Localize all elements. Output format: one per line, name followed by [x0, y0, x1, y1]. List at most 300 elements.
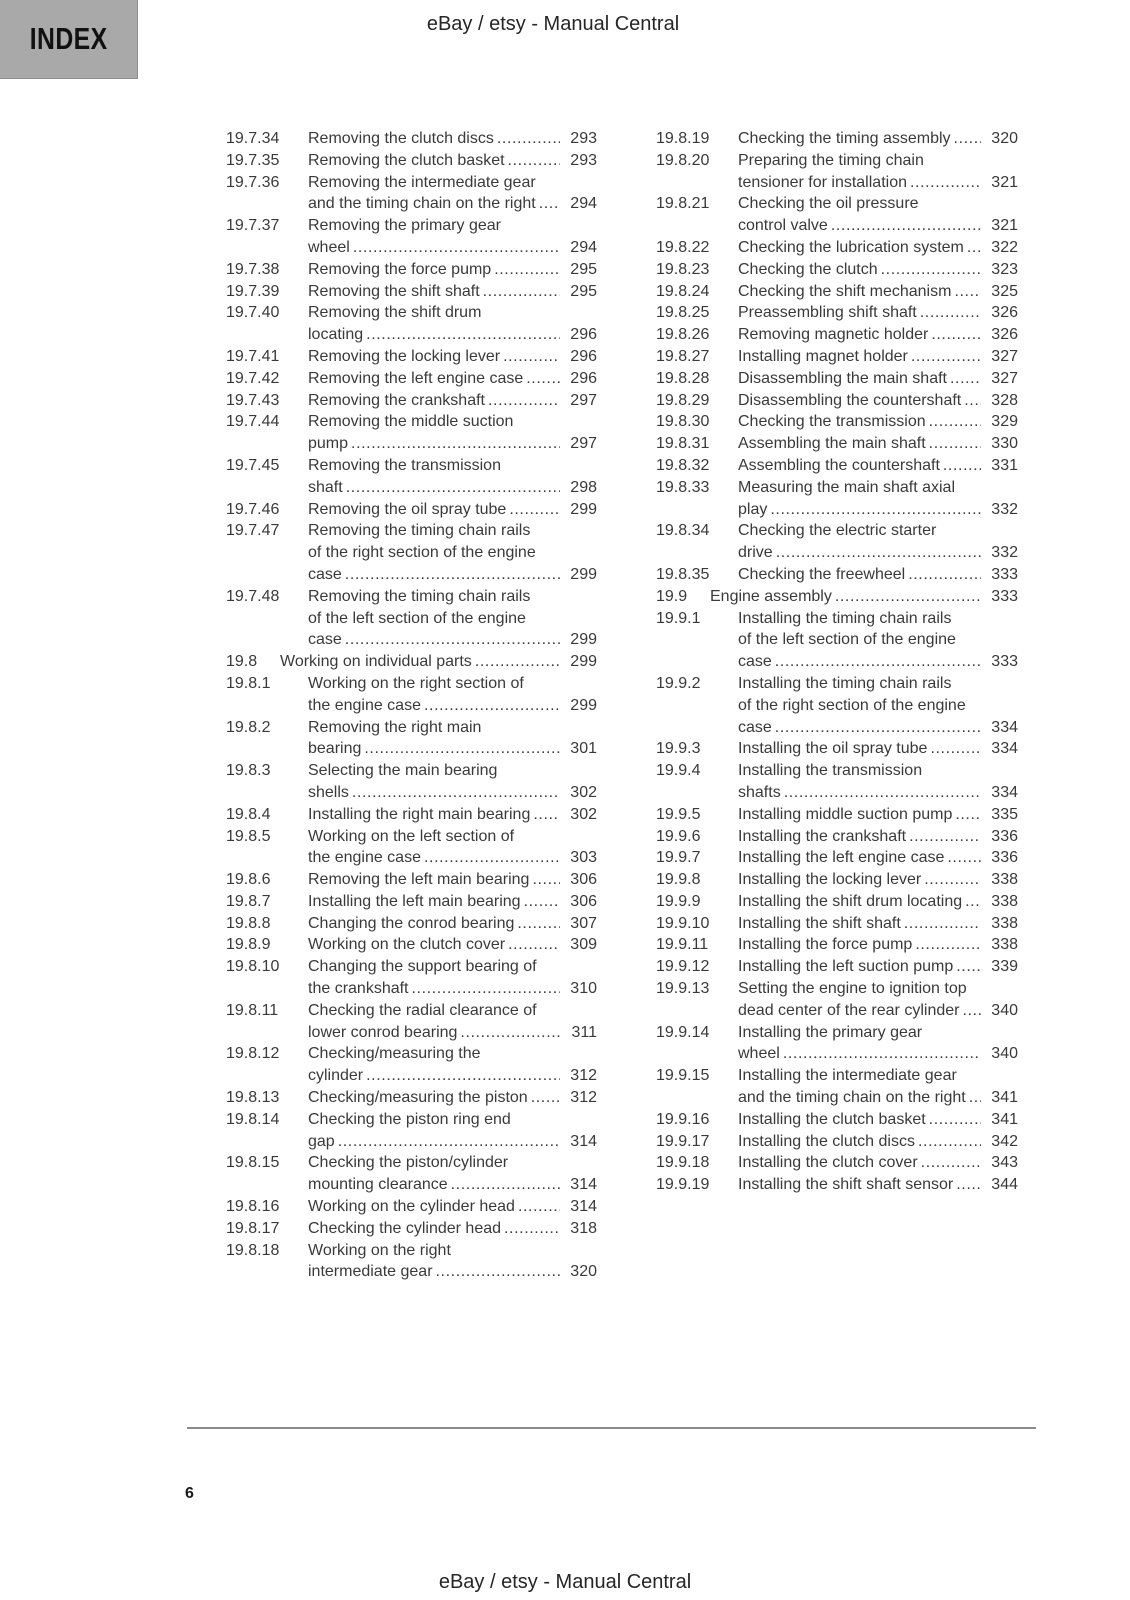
footer-title: eBay / etsy - Manual Central — [438, 1571, 692, 1593]
toc-entry-title: Changing the support bearing of the crankshaft ..... — [308, 958, 537, 997]
toc-entry-number: 19.8.2 — [226, 718, 271, 736]
toc-entry-number: 19.9.13 — [656, 980, 710, 998]
toc-entry — [656, 934, 1018, 956]
toc-entry-page: 314 — [560, 1196, 597, 1218]
toc-entry — [656, 869, 1018, 891]
toc-entry-title: Checking the freewheel ..... — [738, 566, 905, 583]
toc-entry-number: 19.8.5 — [226, 827, 271, 845]
toc-entry-title: Checking the electric starter drive ..... — [738, 522, 936, 561]
toc-entry-body — [738, 237, 1018, 259]
toc-entry — [226, 869, 597, 891]
toc-entry-number: 19.8.3 — [226, 762, 271, 780]
toc-entry-body — [738, 738, 1018, 760]
toc-entry-body — [738, 128, 1018, 150]
toc-entry-number: 19.8.18 — [226, 1241, 280, 1259]
toc-entry-number: 19.8.29 — [656, 391, 710, 409]
toc-entry — [226, 1087, 597, 1109]
toc-entry-number: 19.9.12 — [656, 958, 710, 976]
toc-entry-body — [738, 1065, 1018, 1109]
toc-entry-page: 297 — [560, 390, 597, 412]
toc-right-column — [656, 128, 1018, 1196]
toc-entry-number: 19.8.23 — [656, 260, 710, 278]
toc-entry — [226, 1218, 597, 1240]
toc-entry-title: Installing middle suction pump ..... — [738, 806, 952, 823]
toc-entry-title: Checking the piston/cylinder mounting clearance ..... — [308, 1154, 508, 1193]
toc-entry-body — [738, 302, 1018, 324]
toc-entry-page: 297 — [560, 433, 597, 455]
toc-entry-title: Installing the intermediate gear and the timing chain on the right ..... — [738, 1067, 966, 1106]
toc-entry — [226, 1240, 597, 1284]
toc-entry-number: 19.8.34 — [656, 522, 710, 540]
toc-entry-number: 19.9.7 — [656, 849, 701, 867]
toc-entry-page: 320 — [560, 1261, 597, 1283]
toc-entry-page: 334 — [981, 717, 1018, 739]
toc-entry-number: 19.8.28 — [656, 369, 710, 387]
toc-entry — [226, 760, 597, 804]
toc-entry-body — [738, 433, 1018, 455]
toc-entry — [226, 390, 597, 412]
toc-entry-body — [308, 586, 597, 651]
toc-entry-number: 19.8.35 — [656, 565, 710, 583]
toc-entry-title: Removing the timing chain rails of the left section of the engine case ..... — [308, 588, 530, 649]
toc-entry-number: 19.8.4 — [226, 805, 271, 823]
toc-entry-number: 19.9.6 — [656, 827, 701, 845]
toc-entry-body — [308, 346, 597, 368]
toc-entry — [656, 956, 1018, 978]
toc-entry — [656, 150, 1018, 194]
toc-entry — [226, 651, 597, 673]
toc-entry-title: Working on the right section of the engine case ..... — [308, 675, 524, 714]
toc-entry — [656, 847, 1018, 869]
toc-entry-body — [308, 520, 597, 585]
toc-entry-page: 318 — [560, 1218, 597, 1240]
toc-entry-number: 19.8.20 — [656, 151, 710, 169]
toc-entry — [226, 913, 597, 935]
toc-entry-page: 344 — [981, 1174, 1018, 1196]
toc-entry-number: 19.8.6 — [226, 871, 271, 889]
toc-entry-title: Removing the timing chain rails of the right section of the engine case ..... — [308, 522, 536, 583]
toc-entry-page: 329 — [981, 411, 1018, 433]
toc-entry — [656, 826, 1018, 848]
toc-entry-page: 326 — [981, 302, 1018, 324]
toc-entry-page: 328 — [981, 390, 1018, 412]
toc-entry-body — [738, 1131, 1018, 1153]
toc-entry-body — [738, 390, 1018, 412]
toc-entry — [226, 586, 597, 651]
toc-entry-page: 294 — [560, 193, 597, 215]
toc-entry-page: 314 — [560, 1174, 597, 1196]
toc-entry — [656, 978, 1018, 1022]
toc-entry-page: 339 — [981, 956, 1018, 978]
toc-entry-body — [308, 281, 597, 303]
toc-entry-title: Removing the crankshaft ..... — [308, 392, 485, 409]
toc-entry — [656, 760, 1018, 804]
toc-entry-page: 320 — [981, 128, 1018, 150]
toc-entry-body — [738, 281, 1018, 303]
toc-entry-number: 19.8.1 — [226, 674, 271, 692]
toc-entry-title: Installing magnet holder ..... — [738, 348, 908, 365]
toc-entry-title: Assembling the main shaft ..... — [738, 435, 926, 452]
toc-entry-page: 322 — [981, 237, 1018, 259]
toc-entry-page: 338 — [981, 891, 1018, 913]
toc-entry-body — [738, 368, 1018, 390]
footer-rule — [187, 1427, 1036, 1429]
toc-entry-body — [308, 934, 597, 956]
toc-entry-page: 338 — [981, 869, 1018, 891]
toc-entry-page: 302 — [560, 804, 597, 826]
toc-entry-title: Preassembling shift shaft ..... — [738, 304, 917, 321]
toc-entry-title: Checking the transmission ..... — [738, 413, 926, 430]
toc-entry — [656, 1022, 1018, 1066]
toc-entry-body — [738, 150, 1018, 194]
toc-entry — [226, 1043, 597, 1087]
toc-entry-page: 332 — [981, 499, 1018, 521]
toc-entry-body — [738, 564, 1018, 586]
toc-entry-title: Installing the shift shaft sensor ..... — [738, 1176, 953, 1193]
toc-entry-number: 19.7.39 — [226, 282, 280, 300]
toc-entry-body — [738, 455, 1018, 477]
toc-entry-page: 341 — [981, 1109, 1018, 1131]
toc-entry — [656, 128, 1018, 150]
toc-entry-title: Installing the clutch basket ..... — [738, 1111, 926, 1128]
toc-entry-body — [308, 390, 597, 412]
toc-entry-page: 333 — [981, 564, 1018, 586]
toc-entry — [656, 1109, 1018, 1131]
toc-entry-number: 19.9 — [656, 587, 688, 605]
toc-entry-body — [738, 1152, 1018, 1174]
toc-entry-number: 19.9.15 — [656, 1067, 710, 1085]
toc-entry-title: Installing the timing chain rails of the left section of the engine case ..... — [738, 610, 956, 671]
toc-entry-number: 19.7.37 — [226, 217, 280, 235]
toc-entry-body — [738, 1174, 1018, 1196]
toc-entry-page: 341 — [981, 1087, 1018, 1109]
toc-entry-title: Disassembling the main shaft ..... — [738, 370, 947, 387]
toc-entry-title: Installing the left main bearing ..... — [308, 893, 521, 910]
toc-entry-number: 19.8.24 — [656, 282, 710, 300]
toc-entry — [656, 520, 1018, 564]
toc-entry — [226, 215, 597, 259]
toc-entry-page: 340 — [981, 1000, 1018, 1022]
toc-entry-body — [738, 760, 1018, 804]
toc-entry-page: 299 — [560, 651, 597, 673]
toc-entry-page: 299 — [560, 564, 597, 586]
toc-entry — [656, 302, 1018, 324]
toc-entry-page: 296 — [560, 368, 597, 390]
toc-entry-page: 295 — [560, 281, 597, 303]
toc-entry-page: 307 — [560, 913, 597, 935]
toc-entry-body — [308, 717, 597, 761]
toc-entry-number: 19.8.14 — [226, 1110, 280, 1128]
toc-entry-page: 338 — [981, 934, 1018, 956]
toc-entry-page: 333 — [981, 651, 1018, 673]
toc-entry-page: 326 — [981, 324, 1018, 346]
toc-entry — [226, 302, 597, 346]
toc-entry-number: 19.9.19 — [656, 1176, 710, 1194]
toc-left-column — [226, 128, 597, 1283]
toc-entry-body — [738, 324, 1018, 346]
toc-entry — [226, 520, 597, 585]
toc-entry-title: Checking the oil pressure control valve ..... — [738, 195, 919, 234]
toc-entry — [656, 1065, 1018, 1109]
toc-entry-number: 19.8.17 — [226, 1219, 280, 1237]
toc-entry-number: 19.9.1 — [656, 609, 701, 627]
toc-entry-title: Removing the force pump ..... — [308, 261, 491, 278]
toc-entry-body — [308, 455, 597, 499]
toc-entry-page: 311 — [561, 1022, 597, 1044]
toc-entry-title: Removing magnetic holder ..... — [738, 326, 928, 343]
toc-entry-number: 19.9.14 — [656, 1023, 710, 1041]
toc-entry-number: 19.8 — [226, 653, 258, 671]
toc-entry-title: Disassembling the countershaft ..... — [738, 392, 961, 409]
toc-entry-title: Engine assembly ..... — [710, 588, 832, 605]
toc-entry — [656, 804, 1018, 826]
toc-entry-number: 19.9.10 — [656, 914, 710, 932]
toc-entry-number: 19.9.16 — [656, 1110, 710, 1128]
toc-entry-body — [308, 673, 597, 717]
toc-entry — [656, 913, 1018, 935]
toc-entry-page: 343 — [981, 1152, 1018, 1174]
toc-entry-number: 19.9.3 — [656, 740, 701, 758]
toc-entry — [656, 390, 1018, 412]
toc-entry — [656, 433, 1018, 455]
index-tab — [0, 0, 138, 79]
toc-entry — [656, 1174, 1018, 1196]
toc-entry — [656, 673, 1018, 738]
toc-entry-body — [738, 608, 1018, 673]
toc-entry-title: Removing the primary gear wheel ..... — [308, 217, 501, 256]
toc-entry-page: 325 — [981, 281, 1018, 303]
toc-entry-body — [738, 1109, 1018, 1131]
toc-entry-page: 330 — [981, 433, 1018, 455]
toc-entry-body — [308, 1109, 597, 1153]
toc-entry-page: 327 — [981, 346, 1018, 368]
toc-entry-number: 19.8.31 — [656, 435, 710, 453]
toc-entry-title: Changing the conrod bearing ..... — [308, 915, 514, 932]
toc-entry-body — [738, 956, 1018, 978]
toc-entry-page: 302 — [560, 782, 597, 804]
toc-entry-body — [738, 978, 1018, 1022]
toc-entry-body — [308, 172, 597, 216]
toc-entry-body — [280, 651, 597, 673]
toc-entry — [226, 934, 597, 956]
toc-entry-title: Checking/measuring the cylinder ..... — [308, 1045, 481, 1084]
toc-entry-number: 19.7.43 — [226, 391, 280, 409]
toc-entry — [656, 738, 1018, 760]
toc-entry-title: Working on the right intermediate gear ..... — [308, 1242, 451, 1281]
toc-entry-number: 19.9.18 — [656, 1154, 710, 1172]
toc-entry-number: 19.7.34 — [226, 130, 280, 147]
toc-entry-body — [308, 891, 597, 913]
toc-entry-number: 19.8.11 — [226, 1001, 279, 1019]
toc-entry-title: Checking the timing assembly ..... — [738, 130, 951, 147]
toc-entry-title: Selecting the main bearing shells ..... — [308, 762, 497, 801]
toc-entry-title: Removing the shift shaft ..... — [308, 283, 480, 300]
toc-entry — [656, 324, 1018, 346]
toc-entry — [226, 1109, 597, 1153]
toc-entry-number: 19.9.4 — [656, 762, 701, 780]
toc-entry-page: 295 — [560, 259, 597, 281]
toc-entry-title: Checking the clutch ..... — [738, 261, 878, 278]
toc-entry-body — [738, 346, 1018, 368]
toc-entry — [226, 411, 597, 455]
toc-entry-number: 19.8.15 — [226, 1154, 280, 1172]
toc-entry-number: 19.9.5 — [656, 805, 701, 823]
toc-entry-page: 332 — [981, 542, 1018, 564]
toc-entry-title: Removing the shift drum locating ..... — [308, 304, 481, 343]
toc-entry-page: 293 — [560, 128, 597, 150]
toc-entry — [656, 1131, 1018, 1153]
toc-entry-number: 19.8.33 — [656, 478, 710, 496]
toc-entry-page: 309 — [560, 934, 597, 956]
toc-entry-title: Removing the oil spray tube ..... — [308, 501, 506, 518]
toc-entry-body — [738, 673, 1018, 738]
toc-entry-title: Measuring the main shaft axial play ..... — [738, 479, 955, 518]
toc-entry-number: 19.8.13 — [226, 1089, 280, 1107]
toc-entry-number: 19.9.9 — [656, 892, 701, 910]
toc-entry — [656, 411, 1018, 433]
toc-entry-number: 19.8.7 — [226, 892, 271, 910]
toc-entry — [226, 259, 597, 281]
toc-entry-title: Installing the primary gear wheel ..... — [738, 1024, 922, 1063]
toc-entry — [656, 1152, 1018, 1174]
toc-entry-number: 19.8.21 — [656, 195, 710, 213]
toc-entry-body — [308, 1087, 597, 1109]
toc-entry — [226, 717, 597, 761]
toc-entry-page: 334 — [981, 782, 1018, 804]
toc-entry-body — [308, 1043, 597, 1087]
toc-entry-page: 303 — [560, 847, 597, 869]
toc-entry-number: 19.7.45 — [226, 456, 280, 474]
toc-entry-page: 310 — [560, 978, 597, 1000]
toc-entry-number: 19.7.44 — [226, 413, 280, 431]
toc-entry-page: 306 — [560, 891, 597, 913]
toc-entry-page: 338 — [981, 913, 1018, 935]
toc-entry-number: 19.8.26 — [656, 326, 710, 344]
toc-entry-title: Installing the transmission shafts ..... — [738, 762, 922, 801]
toc-entry — [226, 673, 597, 717]
toc-entry — [656, 586, 1018, 608]
toc-entry — [656, 368, 1018, 390]
toc-entry — [656, 346, 1018, 368]
toc-entry — [226, 281, 597, 303]
toc-entry-title: Working on the cylinder head ..... — [308, 1198, 515, 1215]
toc-entry-body — [308, 869, 597, 891]
toc-entry-body — [738, 411, 1018, 433]
toc-entry-number: 19.8.12 — [226, 1045, 280, 1063]
toc-entry-number: 19.7.35 — [226, 151, 280, 169]
toc-entry-page: 335 — [981, 804, 1018, 826]
toc-entry — [226, 172, 597, 216]
toc-entry — [226, 1000, 597, 1044]
toc-entry-title: Installing the clutch cover ..... — [738, 1154, 918, 1171]
toc-entry-body — [738, 520, 1018, 564]
toc-entry-body — [308, 368, 597, 390]
toc-entry-page: 333 — [981, 586, 1018, 608]
toc-entry-number: 19.9.17 — [656, 1132, 710, 1150]
toc-entry-number: 19.7.38 — [226, 260, 280, 278]
toc-entry-page: 321 — [981, 215, 1018, 237]
toc-entry-page: 342 — [981, 1131, 1018, 1153]
toc-entry-number: 19.8.19 — [656, 130, 710, 147]
toc-entry-title: Checking the cylinder head ..... — [308, 1220, 501, 1237]
toc-entry-body — [308, 760, 597, 804]
toc-entry-title: Installing the crankshaft ..... — [738, 828, 906, 845]
toc-entry-number: 19.7.42 — [226, 369, 280, 387]
header-title: eBay / etsy - Manual Central — [426, 13, 680, 35]
page-number: 6 — [185, 1485, 194, 1502]
toc-entry-body — [308, 956, 597, 1000]
toc-entry-body — [308, 1000, 597, 1044]
toc-entry-title: Installing the left suction pump ..... — [738, 958, 953, 975]
toc-entry-title: Setting the engine to ignition top dead center of the rear cylinder ..... — [738, 980, 967, 1019]
toc-entry-number: 19.7.47 — [226, 522, 280, 540]
toc-entry-title: Preparing the timing chain tensioner for installation ..... — [738, 152, 924, 191]
toc-entry-body — [710, 586, 1018, 608]
toc-entry-body — [308, 804, 597, 826]
toc-entry-number: 19.7.48 — [226, 587, 280, 605]
toc-entry-body — [308, 826, 597, 870]
toc-entry-title: Installing the right main bearing ..... — [308, 806, 530, 823]
toc-entry-body — [738, 477, 1018, 521]
toc-entry-number: 19.9.2 — [656, 674, 701, 692]
toc-entry-body — [738, 913, 1018, 935]
toc-entry-number: 19.8.16 — [226, 1198, 280, 1216]
toc-entry-body — [308, 1196, 597, 1218]
toc-entry — [226, 826, 597, 870]
toc-entry-title: Assembling the countershaft ..... — [738, 457, 940, 474]
toc-entry-body — [308, 302, 597, 346]
toc-entry-page: 293 — [560, 150, 597, 172]
toc-entry-page: 331 — [981, 455, 1018, 477]
toc-entry-page: 296 — [560, 324, 597, 346]
toc-entry-page: 306 — [560, 869, 597, 891]
toc-entry-page: 336 — [981, 826, 1018, 848]
toc-entry-body — [738, 869, 1018, 891]
toc-entry-page: 299 — [560, 499, 597, 521]
toc-entry-body — [738, 193, 1018, 237]
toc-entry — [226, 891, 597, 913]
toc-entry — [226, 956, 597, 1000]
toc-entry — [226, 804, 597, 826]
index-tab-label: INDEX — [29, 21, 108, 56]
toc-entry-page: 334 — [981, 738, 1018, 760]
toc-entry-number: 19.8.22 — [656, 238, 710, 256]
toc-entry — [226, 150, 597, 172]
toc-entry — [226, 128, 597, 150]
toc-entry — [226, 1196, 597, 1218]
toc-entry-title: Installing the locking lever ..... — [738, 871, 921, 888]
toc-entry-title: Removing the left engine case ..... — [308, 370, 523, 387]
toc-entry-title: Removing the right main bearing ..... — [308, 719, 481, 758]
toc-entry-number: 19.8.10 — [226, 958, 280, 976]
toc-entry — [656, 891, 1018, 913]
toc-entry — [226, 1152, 597, 1196]
toc-entry-number: 19.9.11 — [656, 936, 709, 954]
toc-entry-page: 340 — [981, 1043, 1018, 1065]
toc-entry-number: 19.9.8 — [656, 871, 701, 889]
toc-entry — [226, 499, 597, 521]
toc-entry-page: 301 — [560, 738, 597, 760]
toc-entry-body — [308, 259, 597, 281]
toc-entry-number: 19.8.9 — [226, 936, 271, 954]
toc-entry-body — [738, 891, 1018, 913]
toc-entry-page: 312 — [560, 1087, 597, 1109]
toc-entry — [656, 259, 1018, 281]
toc-entry-title: Installing the timing chain rails of the right section of the engine case ..... — [738, 675, 966, 736]
toc-entry — [226, 368, 597, 390]
toc-entry-title: Working on the clutch cover ..... — [308, 936, 505, 953]
toc-entry-body — [738, 259, 1018, 281]
